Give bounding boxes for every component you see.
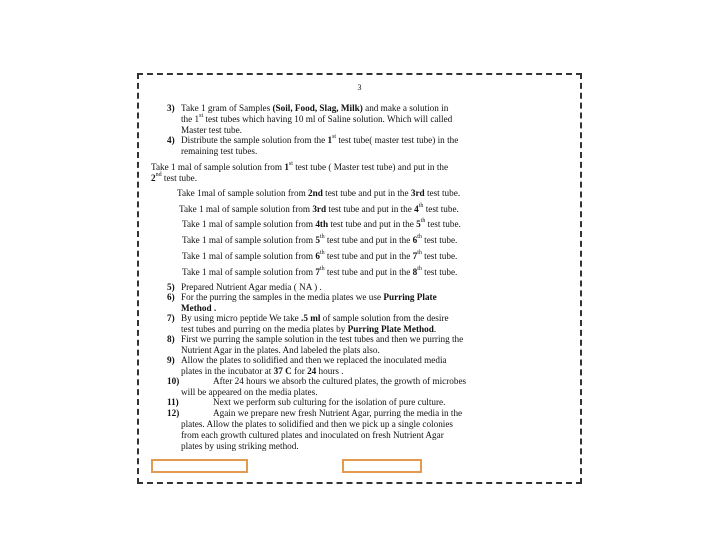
transfer-1-line-2: 2nd test tube. — [151, 172, 198, 183]
step-3-line-2: the 1st test tubes which having 10 ml of Saline solution. Which will called — [181, 113, 453, 124]
step-7-line-2: test tubes and purring on the media plates by Purring Plate Method. — [181, 324, 437, 334]
step-10-number: 10) — [167, 376, 180, 386]
document-page — [137, 73, 582, 484]
step-12-line-1: Again we prepare new fresh Nutrient Agar, purring the media in the — [213, 408, 463, 418]
step-3-line-3: Master test tube. — [181, 125, 242, 135]
step-5-line-1: Prepared Nutrient Agar media ( NA ) . — [181, 282, 322, 292]
step-8-line-2: Nutrient Agar in the plates. And labeled the plats also. — [181, 345, 380, 355]
step-3-number: 3) — [167, 103, 175, 113]
empty-box-right — [342, 459, 422, 473]
step-6-number: 6) — [167, 292, 175, 302]
step-6-line-1: For the purring the samples in the media plates we use Purring Plate — [181, 292, 437, 302]
step-10-line-2: will be appeared on the media plates. — [181, 387, 318, 397]
step-4-number: 4) — [167, 135, 175, 145]
step-9-number: 9) — [167, 355, 175, 365]
step-12-line-3: from each growth cultured plates and inoculated on fresh Nutrient Agar — [181, 430, 444, 440]
transfer-line: Take 1 mal of sample solution from 7th test tube and put in the 8th test tube. — [182, 266, 458, 277]
step-12-line-4: plates by using striking method. — [181, 441, 299, 451]
step-11-number: 11) — [167, 397, 179, 407]
step-9-line-2: plates in the incubator at 37 C for 24 hours . — [181, 366, 344, 376]
step-10-line-1: After 24 hours we absorb the cultured plates, the growth of microbes — [213, 376, 467, 386]
step-3-line-1: Take 1 gram of Samples (Soil, Food, Slag, Milk) and make a solution in — [181, 103, 449, 113]
step-12-number: 12) — [167, 408, 180, 418]
transfer-line: Take 1 mal of sample solution from 5th test tube and put in the 6th test tube. — [182, 234, 458, 245]
transfer-line: Take 1mal of sample solution from 2nd test tube and put in the 3rd test tube. — [177, 188, 461, 198]
step-8-line-1: First we purring the sample solution in the test tubes and then we purring the — [181, 334, 464, 344]
transfer-line: Take 1 mal of sample solution from 6th test tube and put in the 7th test tube. — [182, 250, 458, 261]
page-number: 3 — [357, 83, 362, 92]
step-5-number: 5) — [167, 282, 175, 292]
transfer-line: Take 1 mal of sample solution from 3rd test tube and put in the 4th test tube. — [179, 203, 459, 214]
empty-box-left — [151, 459, 248, 473]
step-8-number: 8) — [167, 334, 175, 344]
step-9-line-1: Allow the plates to solidified and then we replaced the inoculated media — [181, 355, 447, 365]
step-4-line-1: Distribute the sample solution from the 1st test tube( master test tube) in the — [181, 134, 459, 145]
step-7-line-1: By using micro peptide We take .5 ml of sample solution from the desire — [181, 313, 449, 323]
transfer-1-line-1: Take 1 mal of sample solution from 1st test tube ( Master test tube) and put in the — [151, 161, 449, 172]
step-6-line-2: Method . — [181, 303, 217, 313]
transfer-line: Take 1 mal of sample solution from 4th test tube and put in the 5th test tube. — [182, 218, 461, 229]
step-4-line-2: remaining test tubes. — [181, 146, 258, 156]
step-7-number: 7) — [167, 313, 175, 323]
step-11-line-1: Next we perform sub culturing for the isolation of pure culture. — [213, 397, 446, 407]
step-12-line-2: plates. Allow the plates to solidified and then we pick up a single colonies — [181, 419, 453, 429]
